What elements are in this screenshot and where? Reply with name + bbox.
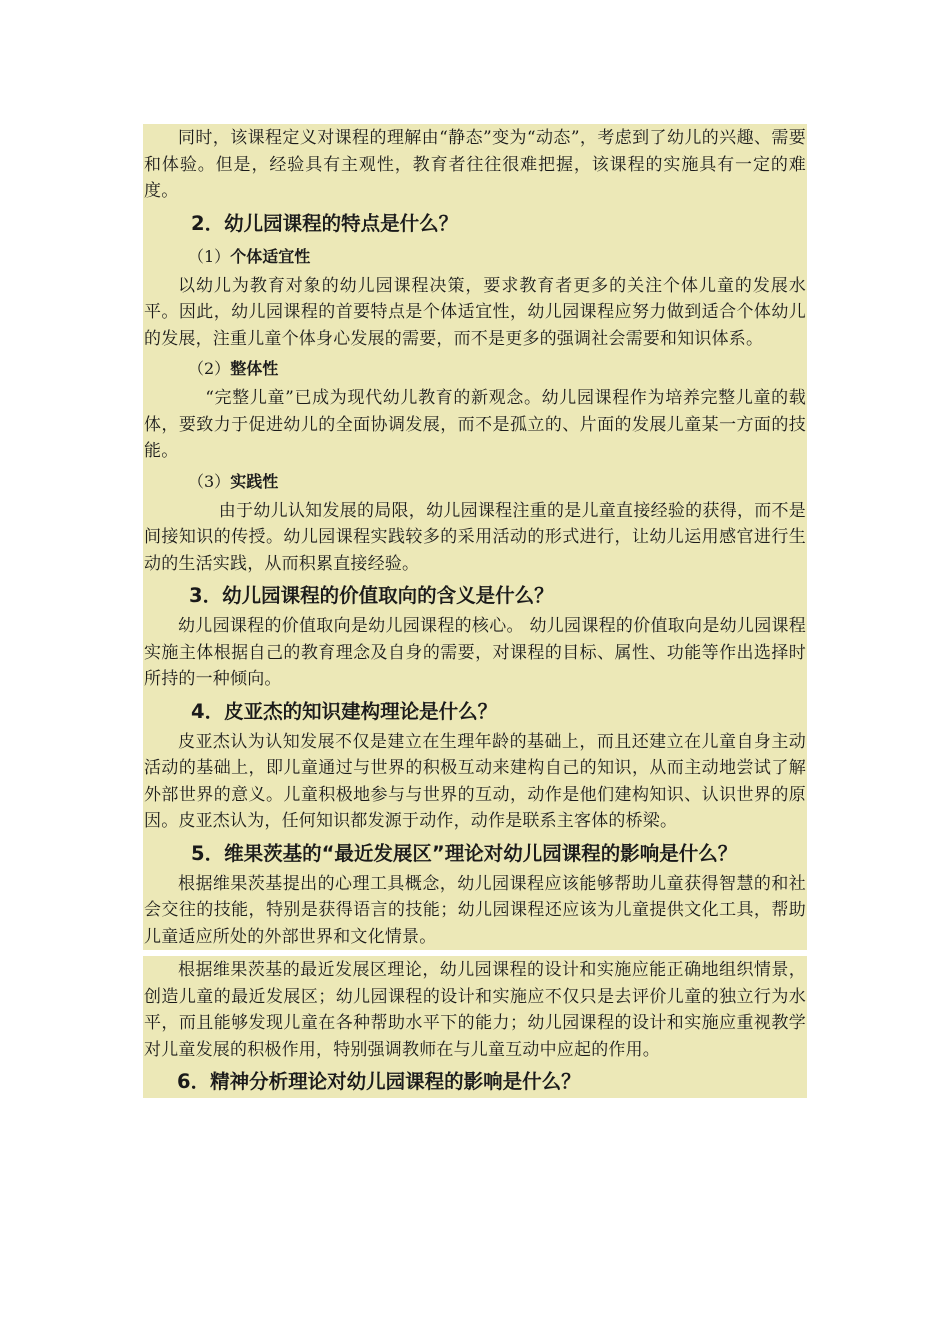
subheading-number: （3） [188, 471, 231, 491]
subheading-title: 整体性 [230, 359, 279, 378]
paragraph-vygotsky-1: 根据维果茨基提出的心理工具概念，幼儿园课程应该能够帮助儿童获得智慧的和社会交往的技能，特别是获得语言的技能；幼儿园课程还应该为儿童提供文化工具，帮助儿童适应所处的外部世界和文化情景。 [144, 873, 806, 947]
subheading-number: （1） [188, 246, 231, 266]
paragraph-piaget: 皮亚杰认为认知发展不仅是建立在生理年龄的基础上，而且还建立在儿童自身主动活动的基础上，即儿童通过与世界的积极互动来建构自己的知识，从而主动地尝试了解外部世界的意义。儿童积极地参与与世界的互动，动作是他们建构知识、认识世界的原因。皮亚杰认为，任何知识都发源于动作，动作是联系主客体的桥梁。 [144, 731, 806, 831]
heading-question-4: 4．皮亚杰的知识建构理论是什么？ [191, 699, 498, 723]
subheading-title: 实践性 [230, 471, 279, 491]
subheading-individual-fit [143, 240, 807, 272]
heading-question-2: 2．幼儿园课程的特点是什么？ [191, 211, 459, 235]
paragraph-individual-fit: 以幼儿为教育对象的幼儿园课程决策，要求教育者更多的关注个体儿童的发展水平。因此，幼儿园课程的首要特点是个体适宜性，幼儿园课程应努力做到适合个体幼儿的发展，注重儿童个体身心发展的需要，而不是更多的强调社会需要和知识体系。 [144, 275, 806, 349]
paragraph-intro: 同时，该课程定义对课程的理解由“静态”变为“动态”，考虑到了幼儿的兴趣、需要和体验。但是，经验具有主观性，教育者往往很难把握，该课程的实施具有一定的难度。 [144, 128, 806, 201]
subheading-wholeness [143, 352, 807, 384]
document-body [143, 124, 807, 1098]
subheading-title: 个体适宜性 [230, 246, 311, 266]
paragraph-vygotsky-2: 根据维果茨基的最近发展区理论，幼儿园课程的设计和实施应能正确地组织情景，创造儿童的最近发展区；幼儿园课程的设计和实施应不仅只是去评价儿童的独立行为水平，而且能够发现儿童在各种帮助水平下的能力；幼儿园课程的设计和实施应重视教学对儿童发展的积极作用，特别强调教师在与儿童互动中应起的作用。 [144, 960, 806, 1060]
paragraph-value-orientation: 幼儿园课程的价值取向是幼儿园课程的核心。 幼儿园课程的价值取向是幼儿园课程实施主体根据自己的教育理念及自身的需要，对课程的目标、属性、功能等作出选择时所持的一种倾向。 [144, 616, 806, 689]
heading-question-6: 6．精神分析理论对幼儿园课程的影响是什么？ [177, 1070, 581, 1093]
heading-question-3: 3．幼儿园课程的价值取向的含义是什么？ [189, 584, 554, 607]
paragraph-wholeness: “完整儿童”已成为现代幼儿教育的新观念。幼儿园课程作为培养完整儿童的载体，要致力于促进幼儿的全面协调发展，而不是孤立的、片面的发展儿童某一方面的技能。 [144, 388, 806, 461]
subheading-number: （2） [188, 359, 231, 378]
heading-question-5: 5．维果茨基的“最近发展区”理论对幼儿园课程的影响是什么？ [191, 841, 738, 865]
paragraph-practicality: 由于幼儿认知发展的局限，幼儿园课程注重的是儿童直接经验的获得，而不是间接知识的传授。幼儿园课程实践较多的采用活动的形式进行，让幼儿运用感官进行生动的生活实践，从而积累直接经验。 [144, 500, 806, 574]
subheading-practicality [143, 465, 807, 497]
